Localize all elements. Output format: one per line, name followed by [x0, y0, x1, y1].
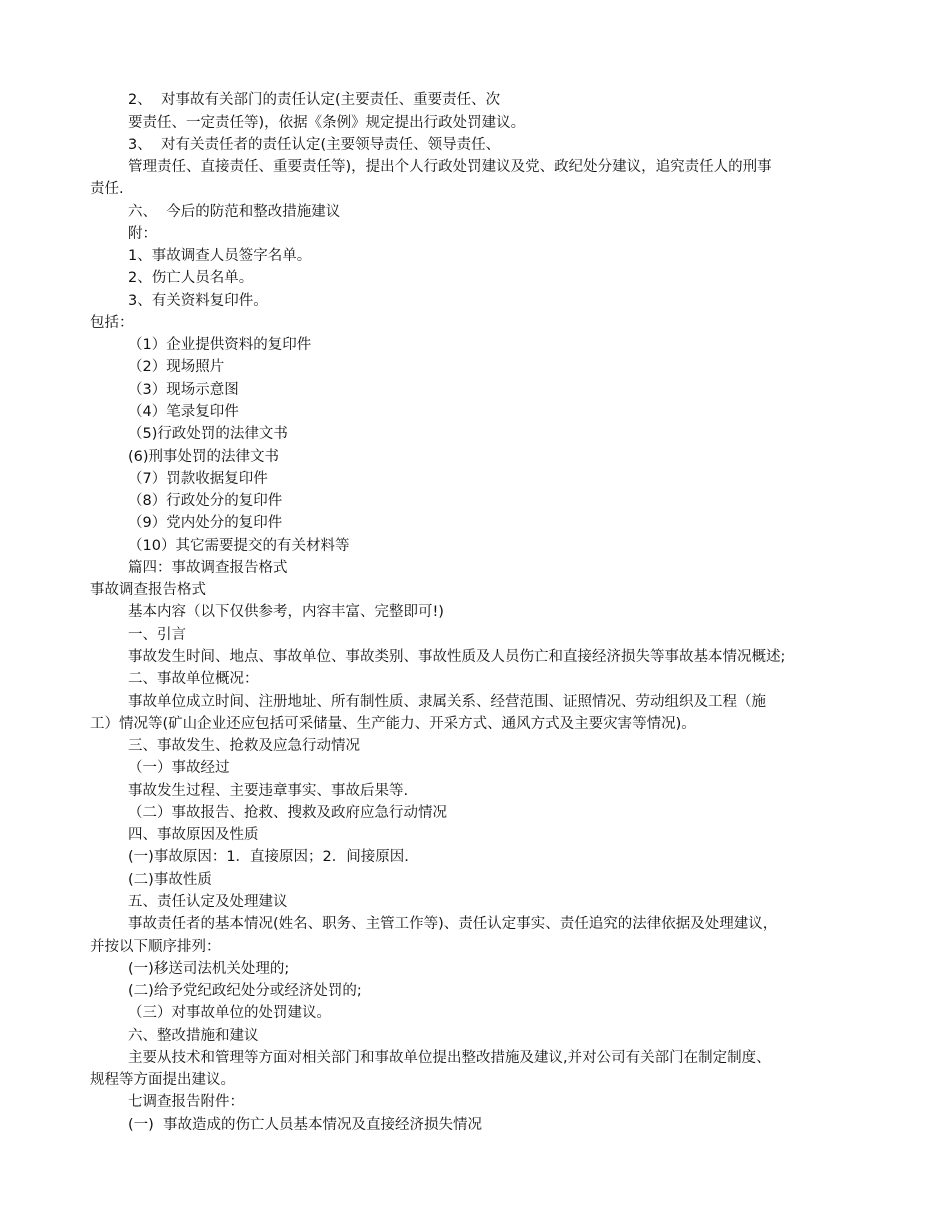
list-item: 3、有关资料复印件。: [128, 293, 268, 309]
list-item: 1、事故调查人员签字名单。: [128, 248, 312, 264]
list-item: （8）行政处分的复印件: [128, 493, 283, 509]
list-item: (一)移送司法机关处理的;: [128, 961, 290, 977]
subsection-heading: (二)事故性质: [128, 872, 212, 888]
list-item: （10）其它需要提交的有关材料等: [128, 538, 350, 554]
section-heading: 五、责任认定及处理建议: [128, 894, 288, 910]
section-heading: 篇四：事故调查报告格式: [128, 560, 288, 576]
list-item: （3）现场示意图: [128, 382, 239, 398]
text-line: 管理责任、直接责任、重要责任等)，提出个人行政处罚建议及党、政纪处分建议，追究责任人的刑事: [128, 159, 772, 175]
list-item: （5)行政处罚的法律文书: [128, 426, 288, 442]
text-line: 规程等方面提出建议。: [90, 1072, 235, 1088]
section-heading: 三、事故发生、抢救及应急行动情况: [128, 738, 360, 754]
list-item: （9）党内处分的复印件: [128, 515, 283, 531]
section-heading: 一、引言: [128, 627, 186, 643]
text-line: 事故单位成立时间、注册地址、所有制性质、隶属关系、经营范围、证照情况、劳动组织及工程（施: [128, 694, 766, 710]
subsection-heading: （一）事故经过: [128, 760, 230, 776]
text-line: 附：: [128, 226, 157, 242]
subsection-heading: （二）事故报告、抢救、搜救及政府应急行动情况: [128, 805, 447, 821]
text-line: 包括：: [90, 315, 134, 331]
list-item: （2）现场照片: [128, 359, 225, 375]
list-item: (一) 事故造成的伤亡人员基本情况及直接经济损失情况: [128, 1117, 483, 1133]
text-line: 要责任、一定责任等)，依据《条例》规定提出行政处罚建议。: [128, 115, 526, 131]
text-line: 事故发生过程、主要违章事实、事故后果等.: [128, 783, 409, 799]
text-line: 工）情况等(矿山企业还应包括可采储量、生产能力、开采方式、通风方式及主要灾害等情况)。: [90, 716, 696, 732]
list-item: (二)给予党纪政纪处分或经济处罚的;: [128, 983, 362, 999]
section-heading: 二、事故单位概况：: [128, 671, 259, 687]
section-heading: 七调查报告附件：: [128, 1094, 244, 1110]
section-heading: 四、事故原因及性质: [128, 827, 259, 843]
text-line: 事故发生时间、地点、事故单位、事故类别、事故性质及人员伤亡和直接经济损失等事故基本情况概述;: [128, 649, 786, 665]
list-item: （4）笔录复印件: [128, 404, 239, 420]
text-line: 并按以下顺序排列：: [90, 939, 221, 955]
list-item: （1）企业提供资料的复印件: [128, 337, 312, 353]
text-line: 责任.: [90, 181, 124, 197]
text-line: 2、 对事故有关部门的责任认定(主要责任、重要责任、次: [128, 92, 501, 108]
list-item: （三）对事故单位的处罚建议。: [128, 1005, 331, 1021]
section-heading: 六、 今后的防范和整改措施建议: [128, 204, 341, 220]
document-title: 事故调查报告格式: [90, 582, 206, 598]
list-item: (6)刑事处罚的法律文书: [128, 449, 280, 465]
text-line: 主要从技术和管理等方面对相关部门和事故单位提出整改措施及建议,并对公司有关部门在制定制度、: [128, 1050, 771, 1066]
text-line: 事故责任者的基本情况(姓名、职务、主管工作等)、责任认定事实、责任追究的法律依据及处理建议，: [128, 916, 778, 932]
section-heading: 六、整改措施和建议: [128, 1028, 259, 1044]
text-line: 3、 对有关责任者的责任认定(主要领导责任、领导责任、: [128, 137, 501, 153]
list-item: （7）罚款收据复印件: [128, 471, 268, 487]
text-line: (一)事故原因：1．直接原因；2．间接原因.: [128, 849, 409, 865]
text-line: 基本内容（以下仅供参考，内容丰富、完整即可!): [128, 604, 444, 620]
list-item: 2、伤亡人员名单。: [128, 270, 254, 286]
